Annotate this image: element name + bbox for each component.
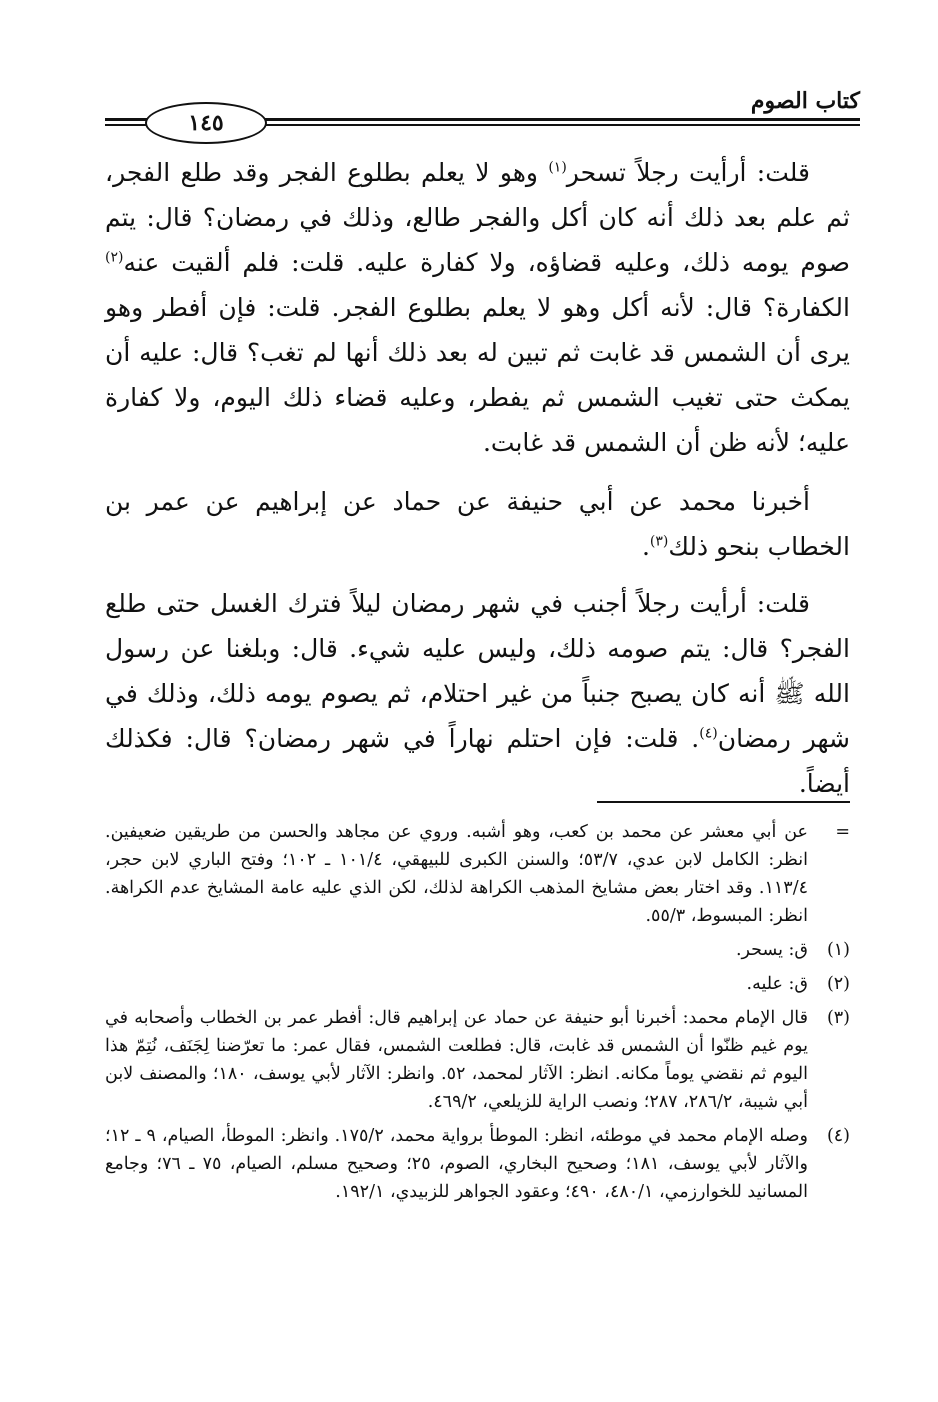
paragraph-text: الكفارة؟ قال: لأنه أكل وهو لا يعلم بطلوع الفجر. قلت: فإن أفطر وهو يرى أن الشمس قد غابت ثم تبين له بعد ذلك أنها لم تغب؟ قال: عليه أن يمكث حتى تغيب الشمس ثم يفطر، وعليه قضاء ذلك اليوم، ولا كفارة عليه؛ لأنه ظن أن الشمس قد غابت. <box>105 293 850 457</box>
footnote-mark: = <box>835 822 850 842</box>
footnotes <box>105 818 850 1212</box>
footnote-text: عن أبي معشر عن محمد بن كعب، وهو أشبه. وروي عن مجاهد والحسن من طريقين ضعيفين. انظر: الكامل لابن عدي، ٥٣/٧؛ والسنن الكبرى للبيهقي، ١٠١/٤ ـ ١٠٢؛ وفتح الباري لابن حجر، ١١٣/٤. وقد اختار بعض مشايخ المذهب الكراهة لذلك، لكن الذي عليه عامة المشايخ عدم الكراهة. انظر: المبسوط، ٥٥/٣. <box>105 822 808 926</box>
paragraph-text: وهو لا يعلم بطلوع الفجر وقد طلع الفجر، ثم علم بعد ذلك أنه كان أكل والفجر طالع، وذلك في رمضان؟ قال: يتم صوم يومه ذلك، وعليه قضاؤه، ولا كفارة عليه. قلت: فلم ألقيت عنه <box>105 158 850 277</box>
footnote-ref: (١) <box>548 159 567 176</box>
footnote-mark: (٢) <box>826 974 850 994</box>
paragraph-text: . قلت: فإن احتلم نهاراً في شهر رمضان؟ قال: فكذلك أيضاً. <box>105 724 850 798</box>
footnote-text: ق: عليه. <box>746 974 808 994</box>
footnote <box>105 936 850 964</box>
running-title: كتاب الصوم <box>750 88 860 114</box>
footnote <box>105 1004 850 1116</box>
footnote <box>105 970 850 998</box>
page-header <box>105 78 860 138</box>
footnote-ref: (٤) <box>699 725 718 742</box>
paragraph-text: قلت: أرأيت رجلاً أجنب في شهر رمضان ليلاً فترك الغسل حتى طلع الفجر؟ قال: يتم صومه ذلك، وليس عليه شيء. قال: وبلغنا عن رسول الله ﷺ أنه كان يصبح جنباً من غير احتلام، ثم يصوم يومه ذلك، وذلك في شهر رمضان <box>105 589 850 753</box>
main-text <box>105 150 850 820</box>
paragraph-text: قلت: أرأيت رجلاً تسحر <box>566 158 810 187</box>
paragraph-text: . <box>641 532 650 561</box>
paragraph-text: أخبرنا محمد عن أبي حنيفة عن حماد عن إبراهيم عن عمر بن الخطاب بنحو ذلك <box>105 487 850 561</box>
footnote-text: وصله الإمام محمد في موطئه، انظر: الموطأ برواية محمد، ١٧٥/٢. وانظر: الموطأ، الصيام، ٩ ـ ١٢؛ والآثار لأبي يوسف، ١٨١؛ وصحيح البخاري، الصوم، ٢٥؛ وصحيح مسلم، الصيام، ٧٥ ـ ٧٦؛ وجامع المسانيد للخوارزمي، ٤٨٠/١، ٤٩٠؛ وعقود الجواهر للزبيدي، ١٩٢/١. <box>105 1126 809 1202</box>
paragraph <box>105 150 850 465</box>
paragraph <box>105 581 850 806</box>
page-number: ١٤٥ <box>145 102 267 144</box>
footnote <box>105 1122 850 1206</box>
footnote-mark: (٤) <box>826 1126 850 1146</box>
footnote <box>105 818 850 930</box>
footnote-ref: (٣) <box>649 533 669 550</box>
footnote-mark: (٣) <box>826 1008 850 1028</box>
footnote-separator <box>597 801 850 803</box>
paragraph <box>105 479 850 569</box>
footnote-text: قال الإمام محمد: أخبرنا أبو حنيفة عن حماد عن إبراهيم قال: أفطر عمر بن الخطاب وأصحابه في يوم غيم ظنّوا أن الشمس قد غابت، قال: فطلعت الشمس، فقال عمر: ما تعرّضنا لِجَنَف، نُتِمّ هذا اليوم ثم نقضي يوماً مكانه. انظر: الآثار لمحمد، ٥٢. وانظر: الآثار لأبي يوسف، ١٨٠؛ والمصنف لابن أبي شيبة، ٢٨٦/٢، ٢٨٧؛ ونصب الراية للزيلعي، ٤٦٩/٢. <box>105 1008 808 1112</box>
footnote-mark: (١) <box>826 940 850 960</box>
footnote-text: ق: يسحر. <box>735 940 808 960</box>
footnote-ref: (٢) <box>105 249 124 266</box>
